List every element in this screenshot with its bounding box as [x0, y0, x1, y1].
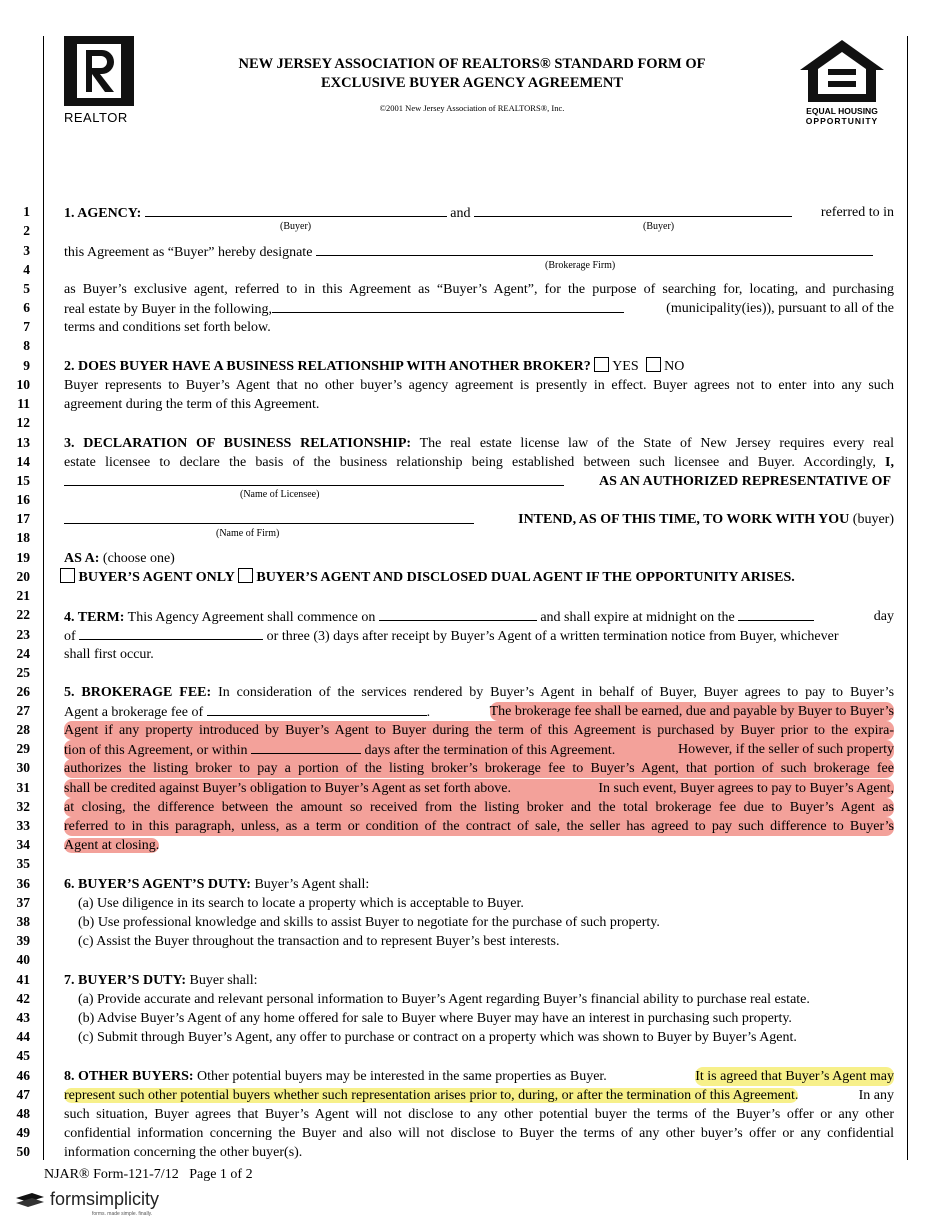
formsimplicity-tagline: forms. made simple. finally. — [92, 1211, 153, 1217]
s8-line46 — [64, 1067, 894, 1086]
dual-agent-checkbox[interactable] — [238, 568, 253, 583]
s7-heading: 7. BUYER’S DUTY: — [64, 973, 187, 988]
s5-heading: 5. BROKERAGE FEE: — [64, 685, 212, 700]
s7-line41 — [64, 971, 894, 990]
s3-l17a: INTEND, AS OF THIS TIME, TO WORK WITH YOU — [518, 512, 850, 527]
line-number: 49 — [16, 1125, 30, 1140]
line-number: 29 — [16, 741, 30, 756]
s4-heading: 4. TERM: — [64, 610, 125, 625]
s8-l47a: represent such other potential buyers whether such representation arises prior to, during, or after the termination of this Agreement. — [64, 1088, 799, 1103]
s4-line23 — [64, 626, 894, 646]
s1-line6 — [64, 299, 894, 319]
s8-l47b: In any — [858, 1088, 894, 1103]
s1-line7: terms and conditions set forth below. — [64, 320, 271, 335]
s5-l29a: tion of this Agreement, or within — [64, 743, 248, 758]
s1-heading: 1. AGENCY: — [64, 206, 142, 221]
s5-line26 — [64, 683, 894, 702]
footer-form: NJAR® Form-121-7/12 — [44, 1167, 179, 1182]
footer-form-id — [44, 1167, 253, 1183]
line-number: 11 — [17, 396, 30, 411]
expire-day-field[interactable] — [738, 607, 814, 621]
line-number: 50 — [16, 1144, 30, 1159]
line-number: 6 — [23, 300, 30, 315]
line-number: 7 — [23, 319, 30, 334]
line-number: 45 — [16, 1048, 30, 1063]
line-number: 27 — [16, 703, 30, 718]
line-number: 20 — [16, 569, 30, 584]
s5-line33: referred to in this paragraph, unless, as a term or condition of the contract of sale, the seller has agreed to pay such difference to Buyer’s — [64, 819, 894, 834]
s4-l22b: and shall expire at midnight on the — [540, 610, 735, 625]
s5-l27a: Agent a brokerage fee of — [64, 705, 204, 720]
yes-checkbox[interactable] — [594, 357, 609, 372]
s6-a: (a) Use diligence in its search to locate a property which is acceptable to Buyer. — [78, 896, 524, 911]
commence-date-field[interactable] — [379, 607, 537, 621]
line-number: 14 — [16, 454, 30, 469]
line-number: 24 — [16, 646, 30, 661]
licensee-field[interactable] — [64, 472, 564, 486]
line-number: 15 — [16, 473, 30, 488]
s2-line11: agreement during the term of this Agreement. — [64, 397, 320, 412]
s1-line1 — [64, 203, 894, 223]
line-number: 42 — [16, 991, 30, 1006]
s5-line29 — [64, 740, 894, 760]
s5-l29b: days after the termination of this Agreement. — [364, 743, 616, 758]
s8-line49: confidential information concerning the Buyer and also will not disclose to Buyer the terms of any other buyer’s offer or any confidential — [64, 1126, 894, 1141]
s7-b: (b) Advise Buyer’s Agent of any home offered for sale to Buyer where Buyer may have an interest in purchasing such property. — [78, 1011, 792, 1026]
line-number: 22 — [16, 607, 30, 622]
line-number: 19 — [16, 550, 30, 565]
line-number: 47 — [16, 1087, 30, 1102]
buyer1-field[interactable] — [145, 203, 447, 217]
brokerage-firm-label: (Brokerage Firm) — [545, 260, 616, 271]
line-number: 26 — [16, 684, 30, 699]
line-number: 1 — [23, 204, 30, 219]
municipality-field[interactable] — [272, 299, 624, 313]
expire-month-field[interactable] — [79, 626, 263, 640]
s5-l31b: In such event, Buyer agrees to pay to Buyer’s Agent, — [598, 781, 894, 796]
s8-line48: such situation, Buyer agrees that Buyer’s Agent will not disclose to any other potential buyer the terms of the Buyer’s offer or any other — [64, 1107, 894, 1122]
s3-line19 — [64, 549, 894, 568]
realtor-logo — [64, 36, 134, 106]
no-label: NO — [664, 359, 685, 374]
eho-line1: EQUAL HOUSING — [806, 106, 878, 116]
s6-c: (c) Assist the Buyer throughout the transaction and to represent Buyer’s best interests. — [78, 934, 560, 949]
s4-l22c: day — [873, 609, 894, 624]
line-number: 36 — [16, 876, 30, 891]
buyer1-label: (Buyer) — [280, 221, 312, 232]
line-number: 13 — [16, 435, 30, 450]
s5-line27: Agent a brokerage fee of . The brokerage fee shall be earned, due and payable by Buyer to Buyer’s — [64, 704, 894, 720]
s5-l34: Agent at closing. — [64, 838, 160, 853]
s1-l6a: real estate by Buyer in the following, — [64, 302, 272, 317]
s3-line20 — [60, 568, 894, 587]
s3-l15: AS AN AUTHORIZED REPRESENTATIVE OF — [599, 474, 891, 489]
line-number: 46 — [16, 1068, 30, 1083]
formsimplicity-brand: formsimplicity — [50, 1189, 160, 1209]
yes-label: YES — [612, 359, 639, 374]
s1-line3 — [64, 242, 894, 262]
left-margin-rule — [43, 36, 44, 1160]
buyers-agent-only-label: BUYER’S AGENT ONLY — [78, 570, 235, 585]
s1-referred: referred to in — [820, 205, 894, 220]
s2-line9 — [64, 357, 894, 376]
buyers-agent-only-checkbox[interactable] — [60, 568, 75, 583]
s1-l6b: (municipality(ies)), pursuant to all of the — [666, 301, 894, 316]
line-number: 41 — [16, 972, 30, 987]
line-number: 25 — [16, 665, 30, 680]
s3-l17 — [518, 510, 894, 529]
s3-line17 — [64, 510, 894, 530]
s1-designate: this Agreement as “Buyer” hereby designate — [64, 245, 313, 260]
s3-l13: The real estate license law of the State of New Jersey requires every real — [419, 436, 894, 451]
footer-page: Page 1 of 2 — [189, 1167, 253, 1182]
choose-one-label: (choose one) — [102, 551, 175, 566]
line-number: 5 — [23, 281, 30, 296]
equal-housing-logo — [796, 36, 888, 106]
realtor-logo-text: REALTOR — [64, 110, 128, 125]
s3-l14a: estate licensee to declare the basis of the business relationship being established between such licensee and Buyer. Accordingly, — [64, 455, 876, 470]
line-number: 44 — [16, 1029, 30, 1044]
firm-field[interactable] — [64, 510, 474, 524]
line-number: 9 — [23, 358, 30, 373]
s4-l23a: of — [64, 629, 76, 644]
line-number: 40 — [16, 952, 30, 967]
s5-line34 — [64, 836, 894, 855]
s5-line31 — [64, 779, 894, 798]
s8-l46a: Other potential buyers may be interested in the same properties as Buyer. — [197, 1069, 607, 1084]
line-number: 2 — [23, 223, 30, 238]
s8-line50: information concerning the other buyer(s). — [64, 1145, 303, 1160]
s3-line14 — [64, 453, 894, 472]
s3-line13 — [64, 434, 894, 453]
line-number: 30 — [16, 760, 30, 775]
brokerage-firm-field[interactable] — [316, 242, 873, 256]
formsimplicity-stack-icon — [14, 1190, 46, 1210]
s5-l27b: The brokerage fee shall be earned, due and payable by Buyer to Buyer’s — [489, 704, 894, 719]
s1-line5: as Buyer’s exclusive agent, referred to in this Agreement as “Buyer’s Agent”, for the purpose of searching for, locating, and purchasing — [64, 282, 894, 297]
s8-line47 — [64, 1086, 894, 1105]
form-title-line2: EXCLUSIVE BUYER AGENCY AGREEMENT — [320, 75, 623, 91]
s8-l46b: It is agreed that Buyer’s Agent may — [695, 1069, 894, 1084]
form-title-line1: NEW JERSEY ASSOCIATION OF REALTORS® STANDARD FORM OF — [238, 56, 706, 72]
line-number: 37 — [16, 895, 30, 910]
line-number: 17 — [16, 511, 30, 526]
line-number: 31 — [16, 780, 30, 795]
s3-l17b: (buyer) — [852, 512, 894, 527]
s3-line15 — [64, 472, 894, 492]
line-number: 16 — [16, 492, 30, 507]
s5-line32: at closing, the difference between the amount so received from the listing broker and the total brokerage fee due to Buyer’s Agent as — [64, 800, 894, 815]
licensee-label: (Name of Licensee) — [240, 489, 320, 500]
line-number: 34 — [16, 837, 30, 852]
line-number: 4 — [23, 262, 30, 277]
line-number: 33 — [16, 818, 30, 833]
s6-line36 — [64, 875, 894, 894]
line-number: 18 — [16, 530, 30, 545]
no-checkbox[interactable] — [646, 357, 661, 372]
s2-line10: Buyer represents to Buyer’s Agent that no other buyer’s agency agreement is presently in effect. Buyer agrees not to enter into any such — [64, 378, 894, 393]
s5-l31a: shall be credited against Buyer’s obligation to Buyer’s Agent as set forth above. — [64, 781, 511, 796]
realtor-r-icon — [64, 36, 134, 106]
s4-line22 — [64, 607, 894, 627]
s7-intro: Buyer shall: — [189, 973, 258, 988]
s8-heading: 8. OTHER BUYERS: — [64, 1069, 194, 1084]
firm-label: (Name of Firm) — [216, 528, 280, 539]
s4-l23b: or three (3) days after receipt by Buyer’s Agent of a written termination notice from Buyer, whichever — [266, 629, 839, 644]
brokerage-fee-field[interactable] — [207, 702, 427, 716]
line-number: 3 — [23, 243, 30, 258]
s6-intro: Buyer’s Agent shall: — [254, 877, 370, 892]
s5-line30: authorizes the listing broker to pay a portion of the listing broker’s brokerage fee to Buyer’s Agent, that portion of such brokerage fee — [64, 761, 894, 776]
s3-l14b: I, — [885, 455, 894, 470]
right-margin-rule — [907, 36, 908, 1160]
line-number: 8 — [23, 338, 30, 353]
line-number: 39 — [16, 933, 30, 948]
s5-line28: Agent if any property introduced by Buyer’s Agent to Buyer during the term of this Agreement is purchased by Buyer prior to the expira- — [64, 723, 894, 738]
copyright: ©2001 New Jersey Association of REALTORS®, Inc. — [379, 103, 565, 113]
s5-l26: In consideration of the services rendered by Buyer’s Agent in behalf of Buyer, Buyer agrees to pay to Buyer’s — [218, 685, 895, 700]
line-number: 21 — [16, 588, 30, 603]
dual-agent-label: BUYER’S AGENT AND DISCLOSED DUAL AGENT IF THE OPPORTUNITY ARISES. — [256, 570, 795, 585]
line-number: 43 — [16, 1010, 30, 1025]
line-number: 28 — [16, 722, 30, 737]
s6-heading: 6. BUYER’S AGENT’S DUTY: — [64, 877, 251, 892]
line-number: 12 — [16, 415, 30, 430]
eho-line2: OPPORTUNITY — [805, 116, 879, 126]
buyer2-field[interactable] — [474, 203, 792, 217]
line-number: 48 — [16, 1106, 30, 1121]
line-number: 32 — [16, 799, 30, 814]
s3-heading: 3. DECLARATION OF BUSINESS RELATIONSHIP: — [64, 436, 412, 451]
s4-l22a: This Agency Agreement shall commence on — [127, 610, 376, 625]
line-number: 23 — [16, 627, 30, 642]
s5-l29c: However, if the seller of such property — [678, 742, 894, 757]
equal-housing-house-icon — [796, 36, 888, 106]
line-number: 10 — [16, 377, 30, 392]
s6-b: (b) Use professional knowledge and skills to assist Buyer to negotiate for the purchase of such property. — [78, 915, 660, 930]
formsimplicity-logo — [14, 1189, 159, 1210]
s2-heading: 2. DOES BUYER HAVE A BUSINESS RELATIONSHIP WITH ANOTHER BROKER? — [64, 359, 591, 374]
days-after-field[interactable] — [251, 740, 361, 754]
buyer2-label: (Buyer) — [643, 221, 675, 232]
s4-line24: shall first occur. — [64, 647, 154, 662]
line-number: 38 — [16, 914, 30, 929]
s7-a: (a) Provide accurate and relevant personal information to Buyer’s Agent regarding Buyer’s financial ability to purchase real estate. — [78, 992, 810, 1007]
as-a-label: AS A: — [64, 551, 100, 566]
s7-c: (c) Submit through Buyer’s Agent, any offer to purchase or contract on a property which was shown to Buyer by Buyer’s Agent. — [78, 1030, 797, 1045]
line-number: 35 — [16, 856, 30, 871]
s1-and: and — [450, 206, 471, 221]
